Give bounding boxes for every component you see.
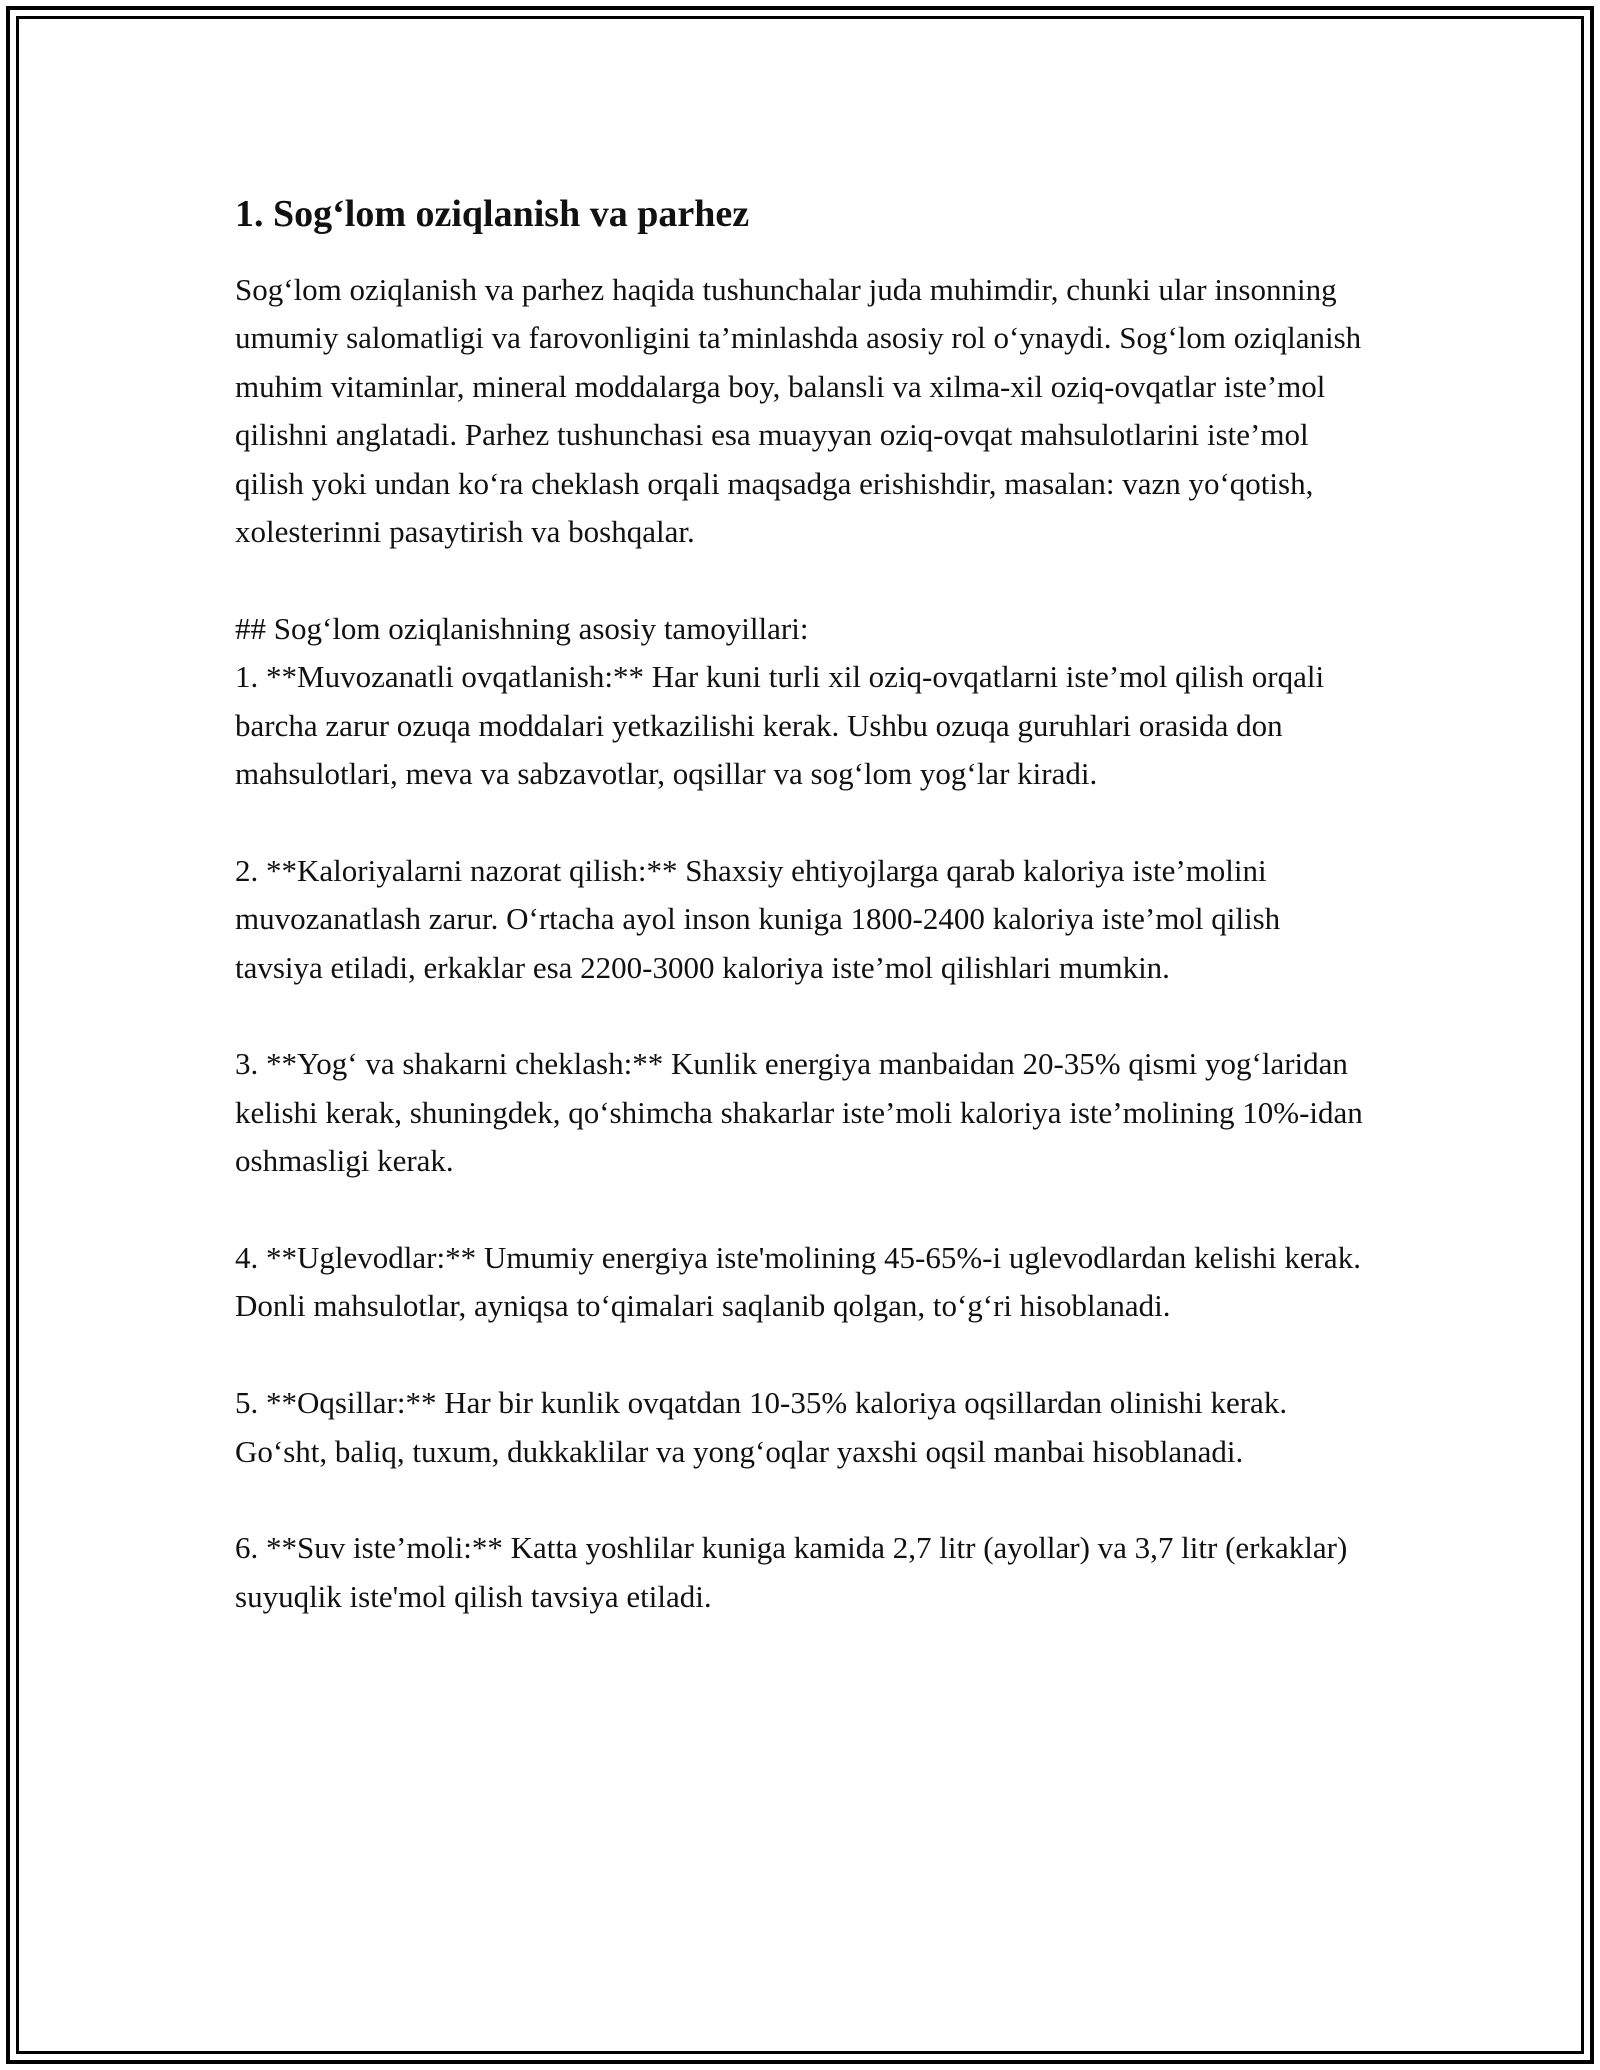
- principle-item-1: 1. **Muvozanatli ovqatlanish:** Har kuni turli xil oziq-ovqatlarni iste’mol qilish orqali barcha zarur ozuqa moddalari yetkazilishi kerak. Ushbu ozuqa guruhlari orasida don mahsulotlari, meva va sabzavotlar, oqsillar va sog‘lom yog‘lar kiradi.: [235, 659, 1325, 792]
- paragraph-spacer: [235, 798, 1375, 846]
- paragraph-spacer: [235, 1476, 1375, 1524]
- section-title: 1. Sog‘lom oziqlanish va parhez: [235, 193, 750, 235]
- intro-paragraph: Sog‘lom oziqlanish va parhez haqida tushunchalar juda muhimdir, chunki ular insonning umumiy salomatligi va farovonligini ta’minlashda asosiy rol o‘ynaydi. Sog‘lom oziqlanish muhim vitaminlar, mineral moddalarga boy, balansli va xilma-xil oziq-ovqatlar iste’mol qilishni anglatadi. Parhez tushunchasi esa muayyan oziq-ovqat mahsulotlarini iste’mol qilish yoki undan ko‘ra cheklash orqali maqsadga erishishdir, masalan: vazn yo‘qotish, xolesterinni pasaytirish va boshqalar.: [235, 272, 1362, 550]
- principle-item-3: 3. **Yog‘ va shakarni cheklash:** Kunlik energiya manbaidan 20-35% qismi yog‘laridan kelishi kerak, shuningdek, qo‘shimcha shakarlar iste’moli kaloriya iste’molining 10%-idan oshmasligi kerak.: [235, 1046, 1363, 1179]
- principle-item-6: 6. **Suv iste’moli:** Katta yoshlilar kuniga kamida 2,7 litr (ayollar) va 3,7 litr (erkaklar) suyuqlik iste'mol qilish tavsiya etiladi.: [235, 1530, 1348, 1614]
- paragraph-spacer: [235, 556, 1375, 604]
- principles-subheading: ## Sog‘lom oziqlanishning asosiy tamoyillari:: [235, 610, 809, 646]
- document-body: [235, 182, 1375, 1621]
- principle-item-2: 2. **Kaloriyalarni nazorat qilish:** Shaxsiy ehtiyojlarga qarab kaloriya iste’molini muvozanatlash zarur. O‘rtacha ayol inson kuniga 1800-2400 kaloriya iste’mol qilish tavsiya etiladi, erkaklar esa 2200-3000 kaloriya iste’mol qilishlari mumkin.: [235, 852, 1281, 985]
- principle-item-4: 4. **Uglevodlar:** Umumiy energiya iste'molining 45-65%-i uglevodlardan kelishi kerak. Donli mahsulotlar, ayniqsa to‘qimalari saqlanib qolgan, to‘g‘ri hisoblanadi.: [235, 1240, 1361, 1324]
- paragraph-spacer: [235, 1331, 1375, 1379]
- principle-item-5: 5. **Oqsillar:** Har bir kunlik ovqatdan 10-35% kaloriya oqsillardan olinishi kerak. Go‘sht, baliq, tuxum, dukkaklilar va yong‘oqlar yaxshi oqsil manbai hisoblanadi.: [235, 1385, 1288, 1469]
- paragraph-spacer: [235, 1186, 1375, 1234]
- paragraph-spacer: [235, 992, 1375, 1040]
